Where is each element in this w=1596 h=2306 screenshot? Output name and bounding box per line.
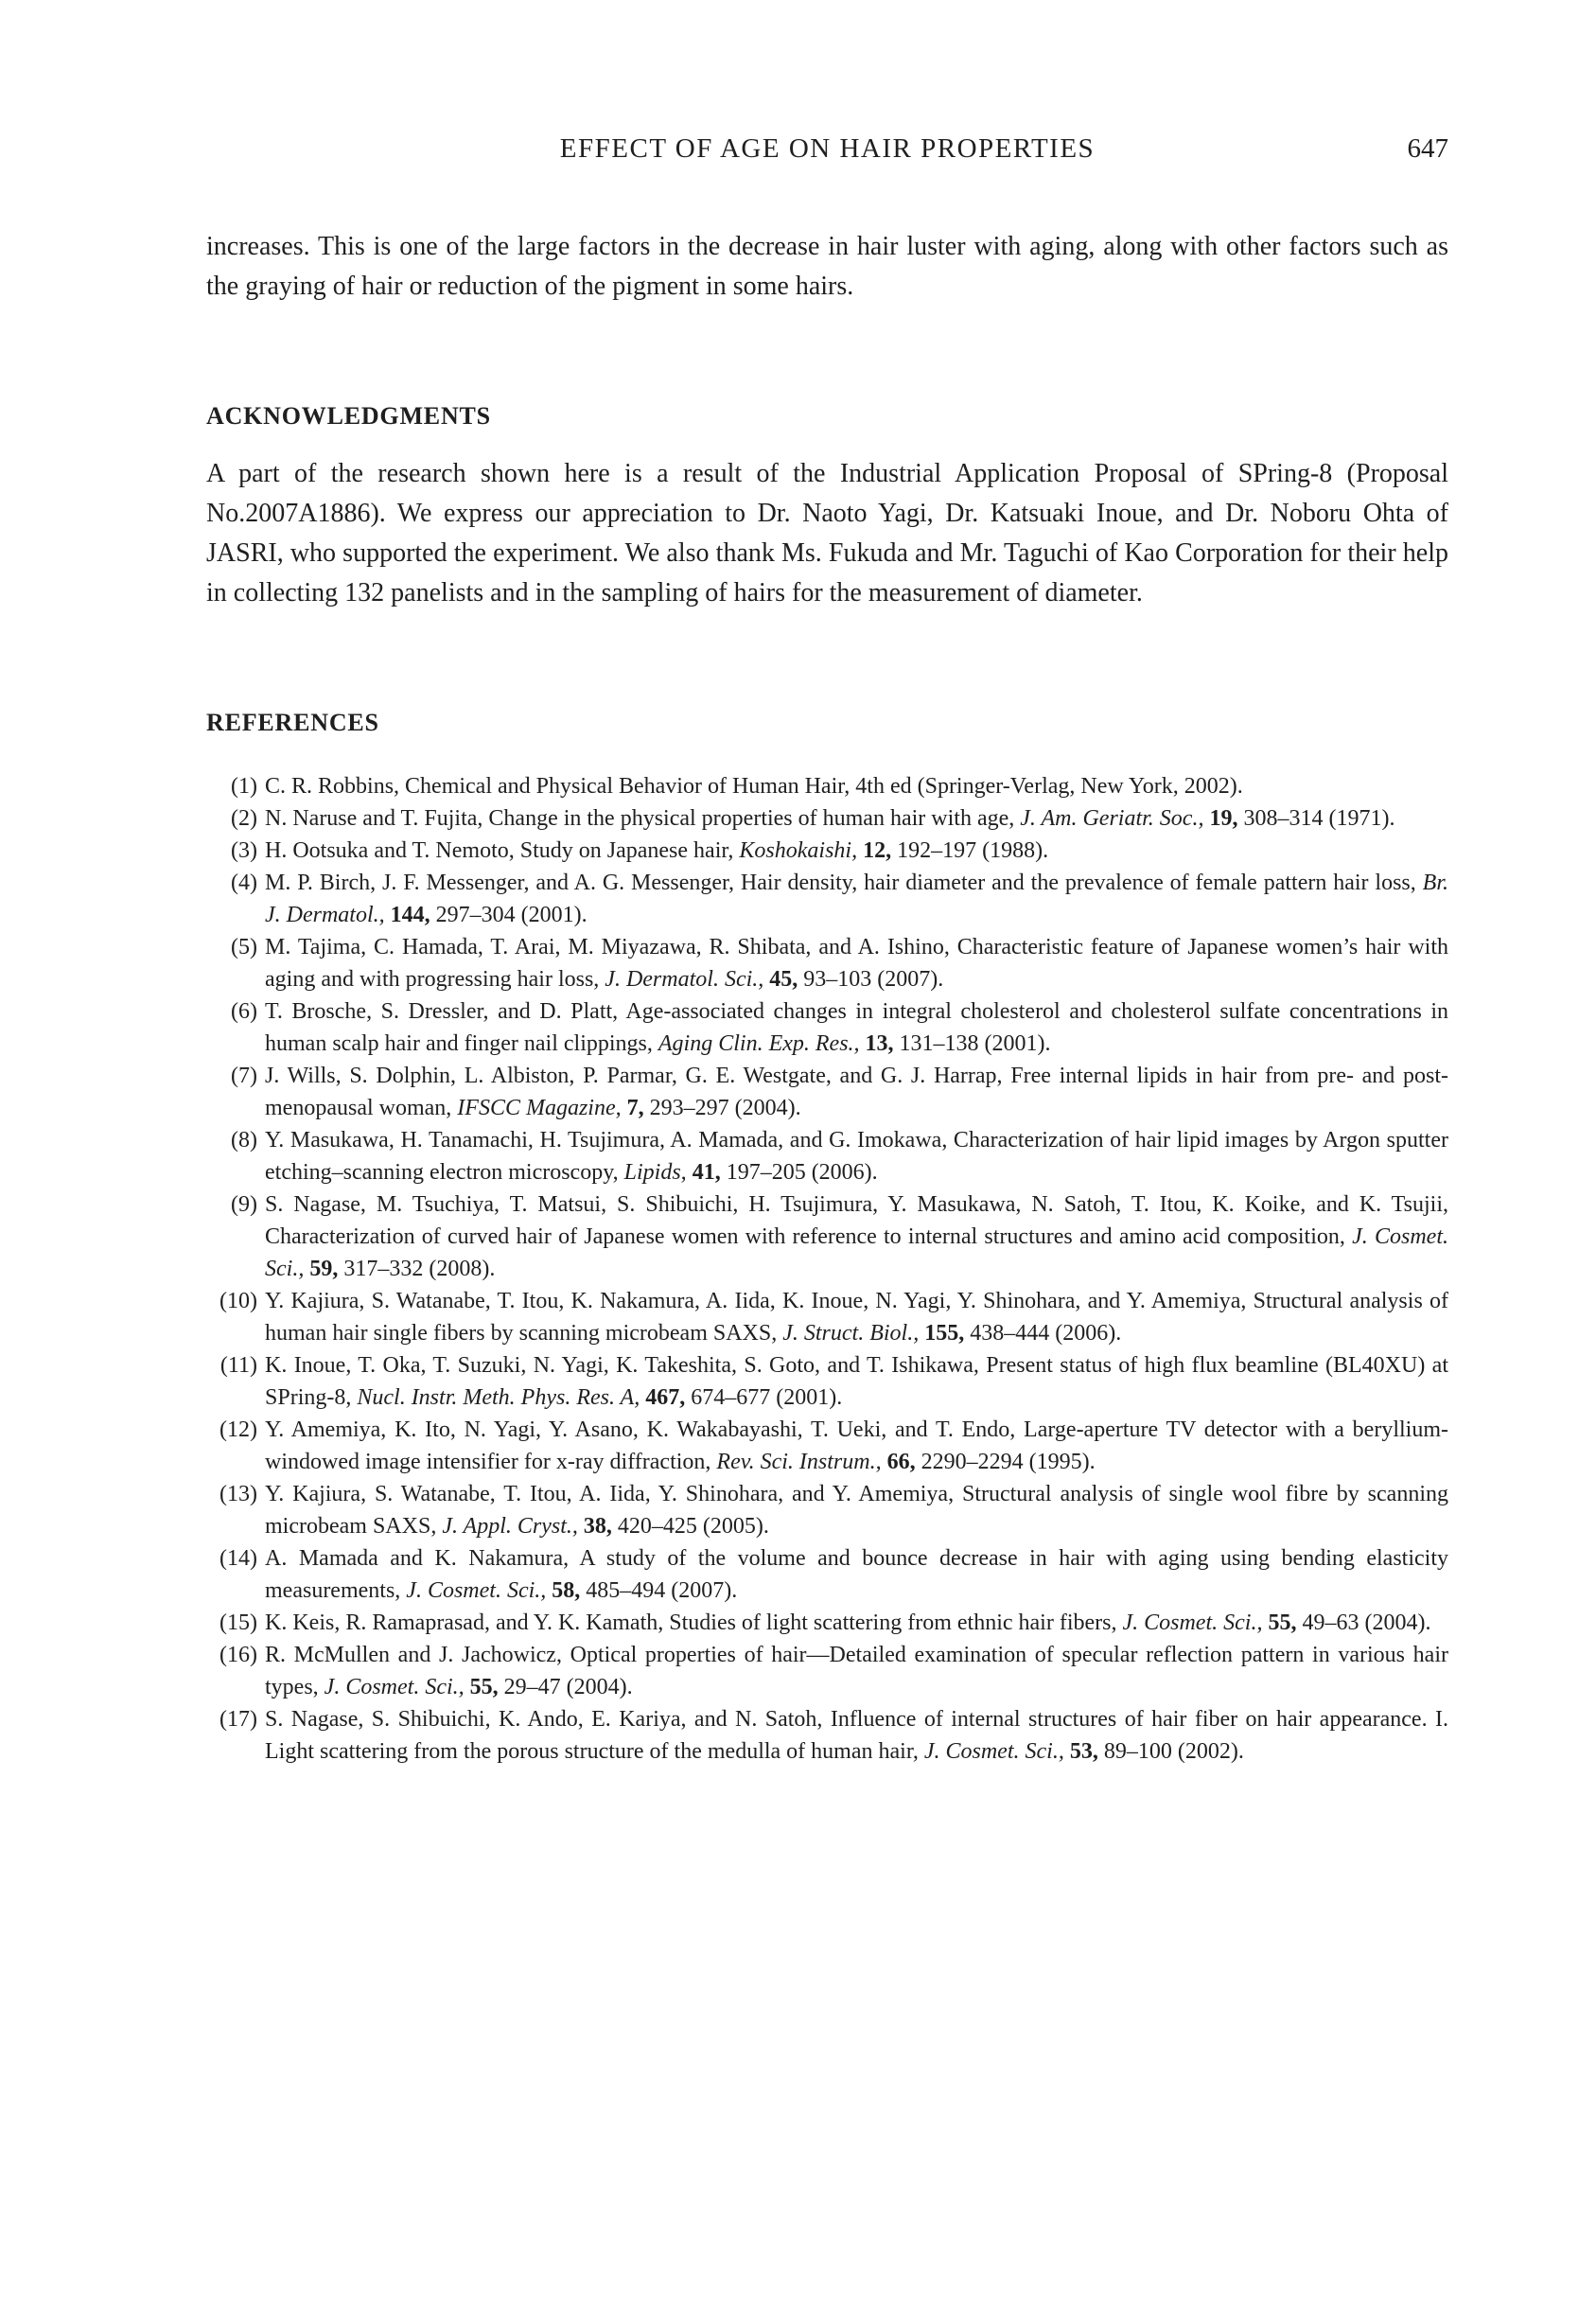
reference-number: (12) (219, 1417, 257, 1442)
intro-paragraph: increases. This is one of the large factors in the decrease in hair luster with aging, along with other factors such as the graying of hair or reduction of the pigment in some hairs. (206, 232, 1448, 301)
reference-number: (14) (219, 1546, 257, 1571)
reference-item (206, 835, 1448, 867)
reference-number: (17) (219, 1707, 257, 1732)
page-number: 647 (1407, 133, 1448, 164)
reference-item (206, 1349, 1448, 1414)
reference-number: (3) (231, 838, 257, 863)
reference-text: S. Nagase, S. Shibuichi, K. Ando, E. Kariya, and N. Satoh, Influence of internal structures of hair fiber on hair appearance. I. Light scattering from the porous structure of the medulla of human hair, J. Cosmet. Sci., 53, 89–100 (2002). (265, 1707, 1448, 1764)
reference-number: (10) (219, 1289, 257, 1313)
reference-item (206, 1607, 1448, 1639)
reference-item (206, 1639, 1448, 1703)
reference-number: (9) (231, 1192, 257, 1217)
reference-text: M. Tajima, C. Hamada, T. Arai, M. Miyazawa, R. Shibata, and A. Ishino, Characteristic feature of Japanese women’s hair with aging and with progressing hair loss, J. Dermatol. Sci., 45, 93–103 (2007). (265, 935, 1448, 992)
reference-item (206, 1124, 1448, 1188)
reference-text: Y. Masukawa, H. Tanamachi, H. Tsujimura, A. Mamada, and G. Imokawa, Characterization of hair lipid images by Argon sputter etching–scanning electron microscopy, Lipids, 41, 197–205 (2006). (265, 1128, 1448, 1185)
references-list (206, 770, 1448, 1768)
reference-item (206, 1542, 1448, 1607)
reference-item (206, 1414, 1448, 1478)
reference-number: (15) (219, 1611, 257, 1635)
reference-number: (7) (231, 1064, 257, 1088)
reference-item (206, 1703, 1448, 1768)
reference-number: (13) (219, 1482, 257, 1506)
reference-number: (11) (219, 1353, 257, 1378)
reference-text: H. Ootsuka and T. Nemoto, Study on Japanese hair, Koshokaishi, 12, 192–197 (1988). (265, 838, 1049, 863)
reference-text: N. Naruse and T. Fujita, Change in the physical properties of human hair with age, J. Am. Geriatr. Soc., 19, 308–314 (1971). (265, 806, 1395, 831)
reference-number: (8) (231, 1128, 257, 1153)
reference-item (206, 1060, 1448, 1124)
reference-item (206, 1188, 1448, 1285)
reference-text: A. Mamada and K. Nakamura, A study of the volume and bounce decrease in hair with aging using bending elasticity measurements, J. Cosmet. Sci., 58, 485–494 (2007). (265, 1546, 1448, 1603)
references-heading: REFERENCES (206, 709, 379, 736)
reference-text: S. Nagase, M. Tsuchiya, T. Matsui, S. Shibuichi, H. Tsujimura, Y. Masukawa, N. Satoh, T. Itou, K. Koike, and K. Tsujii, Characterization of curved hair of Japanese women with reference to internal structures and amino acid composition, J. Cosmet. Sci., 59, 317–332 (2008). (265, 1192, 1448, 1281)
reference-number: (2) (231, 806, 257, 831)
reference-text: Y. Amemiya, K. Ito, N. Yagi, Y. Asano, K. Wakabayashi, T. Ueki, and T. Endo, Large-aperture TV detector with a beryllium-windowed image intensifier for x-ray diffraction, Rev. Sci. Instrum., 66, 2290–2294 (1995). (265, 1417, 1448, 1474)
reference-number: (6) (231, 999, 257, 1024)
reference-text: Y. Kajiura, S. Watanabe, T. Itou, K. Nakamura, A. Iida, K. Inoue, N. Yagi, Y. Shinohara, and Y. Amemiya, Structural analysis of human hair single fibers by scanning microbeam SAXS, J. Struct. Biol., 155, 438–444 (2006). (265, 1289, 1448, 1346)
reference-number: (4) (231, 871, 257, 895)
reference-item (206, 1285, 1448, 1349)
reference-text: M. P. Birch, J. F. Messenger, and A. G. Messenger, Hair density, hair diameter and the prevalence of female pattern hair loss, Br. J. Dermatol., 144, 297–304 (2001). (265, 871, 1448, 927)
reference-text: C. R. Robbins, Chemical and Physical Behavior of Human Hair, 4th ed (Springer-Verlag, New York, 2002). (265, 774, 1243, 799)
reference-text: Y. Kajiura, S. Watanabe, T. Itou, A. Iida, Y. Shinohara, and Y. Amemiya, Structural analysis of single wool fibre by scanning microbeam SAXS, J. Appl. Cryst., 38, 420–425 (2005). (265, 1482, 1448, 1539)
reference-number: (16) (219, 1643, 257, 1667)
reference-text: T. Brosche, S. Dressler, and D. Platt, Age-associated changes in integral cholesterol and cholesterol sulfate concentrations in human scalp hair and finger nail clippings, Aging Clin. Exp. Res., 13, 131–138 (2001). (265, 999, 1448, 1056)
reference-item (206, 995, 1448, 1060)
page-header (206, 131, 1448, 167)
running-title: EFFECT OF AGE ON HAIR PROPERTIES (559, 133, 1096, 164)
reference-item (206, 931, 1448, 995)
reference-text: R. McMullen and J. Jachowicz, Optical properties of hair—Detailed examination of specular reflection pattern in various hair types, J. Cosmet. Sci., 55, 29–47 (2004). (265, 1643, 1448, 1699)
acknowledgments-paragraph: A part of the research shown here is a result of the Industrial Application Proposal of SPring-8 (Proposal No.2007A1886). We express our appreciation to Dr. Naoto Yagi, Dr. Katsuaki Inoue, and Dr. Noboru Ohta of JASRI, who supported the experiment. We also thank Ms. Fukuda and Mr. Taguchi of Kao Corporation for their help in collecting 132 panelists and in the sampling of hairs for the measurement of diameter. (206, 459, 1448, 607)
reference-item (206, 1478, 1448, 1542)
reference-text: K. Keis, R. Ramaprasad, and Y. K. Kamath, Studies of light scattering from ethnic hair fibers, J. Cosmet. Sci., 55, 49–63 (2004). (265, 1611, 1431, 1635)
reference-item (206, 802, 1448, 835)
acknowledgments-heading: ACKNOWLEDGMENTS (206, 402, 491, 430)
reference-number: (1) (231, 774, 257, 799)
reference-number: (5) (231, 935, 257, 959)
reference-text: J. Wills, S. Dolphin, L. Albiston, P. Parmar, G. E. Westgate, and G. J. Harrap, Free internal lipids in hair from pre- and post-menopausal woman, IFSCC Magazine, 7, 293–297 (2004). (265, 1064, 1448, 1120)
reference-text: K. Inoue, T. Oka, T. Suzuki, N. Yagi, K. Takeshita, S. Goto, and T. Ishikawa, Present status of high flux beamline (BL40XU) at SPring-8, Nucl. Instr. Meth. Phys. Res. A, 467, 674–677 (2001). (265, 1353, 1448, 1410)
reference-item (206, 770, 1448, 802)
reference-item (206, 867, 1448, 931)
